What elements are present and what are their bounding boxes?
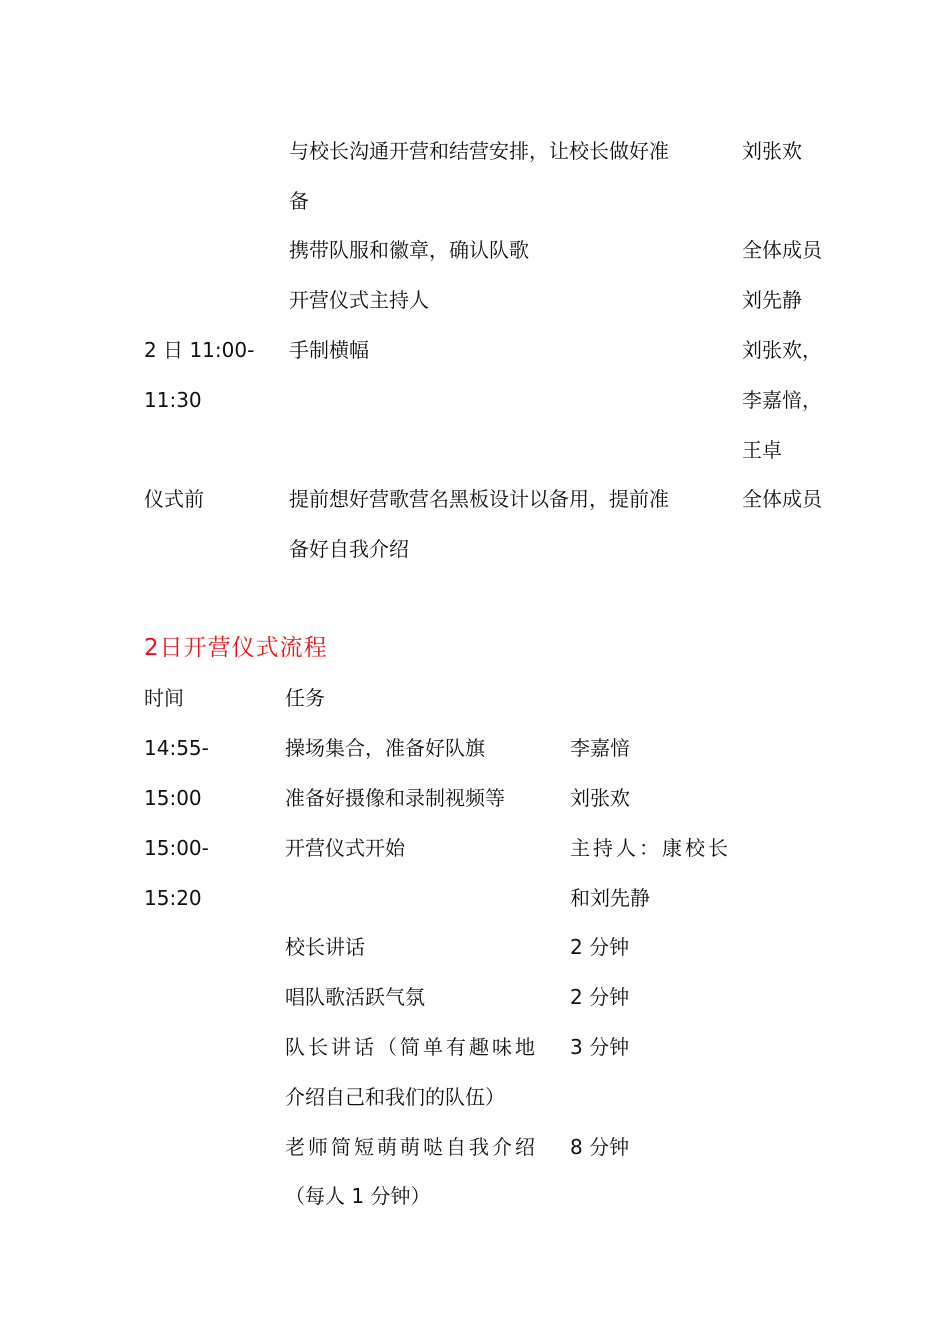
owner-cell: 刘先静 bbox=[742, 288, 802, 312]
column-header-task: 任务 bbox=[285, 686, 325, 710]
note-cell: 主持人：康校长 bbox=[570, 836, 731, 860]
time-cell: 15:20 bbox=[144, 886, 202, 910]
task-cell: 老师简短萌萌哒自我介绍 bbox=[285, 1135, 538, 1159]
task-cell: （每人 1 分钟） bbox=[285, 1184, 431, 1208]
task-cell: 准备好摄像和录制视频等 bbox=[285, 786, 505, 810]
task-cell: 提前想好营歌营名黑板设计以备用，提前准 bbox=[289, 487, 669, 511]
task-cell: 唱队歌活跃气氛 bbox=[285, 985, 425, 1009]
note-cell: 李嘉愔 bbox=[570, 736, 630, 760]
task-cell: 与校长沟通开营和结营安排，让校长做好准 bbox=[289, 139, 669, 163]
time-cell: 15:00- bbox=[144, 836, 209, 860]
time-cell: 2 日 11:00- bbox=[144, 338, 255, 362]
task-cell: 备好自我介绍 bbox=[289, 537, 409, 561]
task-cell: 校长讲话 bbox=[285, 935, 365, 959]
note-cell: 2 分钟 bbox=[570, 985, 630, 1009]
section-heading: 2日开营仪式流程 bbox=[144, 635, 328, 661]
task-cell: 备 bbox=[289, 189, 309, 213]
task-cell: 介绍自己和我们的队伍） bbox=[285, 1085, 505, 1109]
task-cell: 开营仪式开始 bbox=[285, 836, 405, 860]
note-cell: 8 分钟 bbox=[570, 1135, 630, 1159]
task-cell: 开营仪式主持人 bbox=[289, 288, 429, 312]
time-cell: 15:00 bbox=[144, 786, 202, 810]
owner-cell: 全体成员 bbox=[742, 487, 822, 511]
task-cell: 操场集合，准备好队旗 bbox=[285, 736, 485, 760]
note-cell: 刘张欢 bbox=[570, 786, 630, 810]
owner-cell: 刘张欢， bbox=[742, 338, 822, 362]
time-cell: 仪式前 bbox=[144, 487, 204, 511]
note-cell: 2 分钟 bbox=[570, 935, 630, 959]
time-cell: 14:55- bbox=[144, 736, 209, 760]
owner-cell: 刘张欢 bbox=[742, 139, 802, 163]
task-cell: 携带队服和徽章，确认队歌 bbox=[289, 238, 529, 262]
task-cell: 手制横幅 bbox=[289, 338, 369, 362]
owner-cell: 李嘉愔， bbox=[742, 388, 822, 412]
column-header-time: 时间 bbox=[144, 686, 184, 710]
owner-cell: 王卓 bbox=[742, 438, 782, 462]
note-cell: 3 分钟 bbox=[570, 1035, 630, 1059]
task-cell: 队长讲话（简单有趣味地 bbox=[285, 1035, 538, 1059]
note-cell: 和刘先静 bbox=[570, 886, 650, 910]
owner-cell: 全体成员 bbox=[742, 238, 822, 262]
time-cell: 11:30 bbox=[144, 388, 202, 412]
